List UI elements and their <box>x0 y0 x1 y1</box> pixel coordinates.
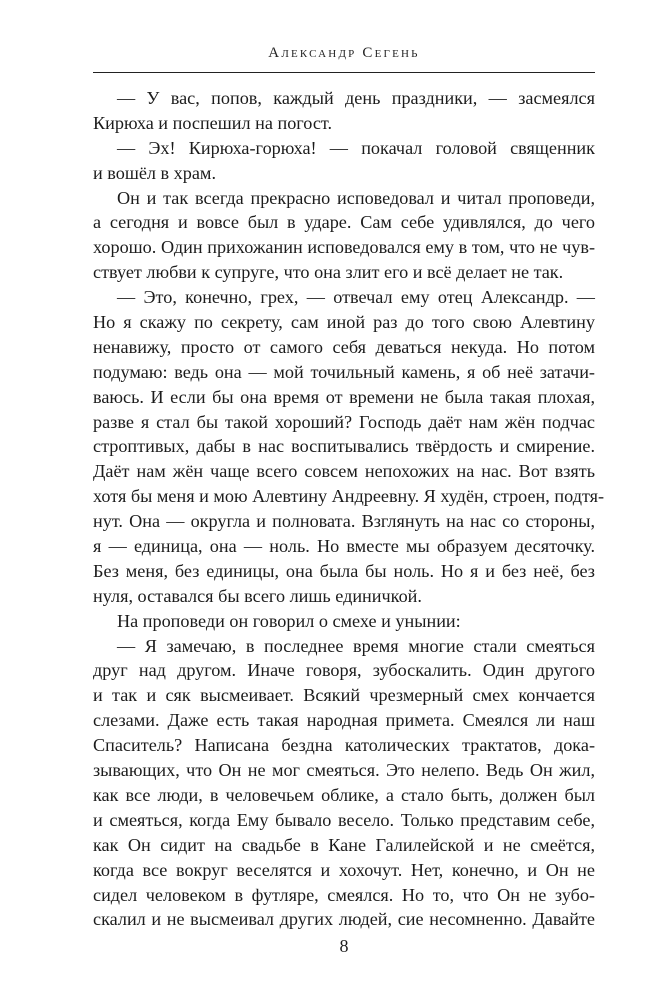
text-line: хотя бы меня и мою Алевтину Андреевну. Я худён, строен, подтя- <box>93 486 605 507</box>
text-line: подумаю: ведь она — мой точильный камень, я об неё затачи- <box>93 361 595 382</box>
text-line: нут. Она — округла и полновата. Взглянуть на нас со стороны, <box>93 511 595 532</box>
text-line: и вошёл в храм. <box>93 162 216 183</box>
text-line: сидел человеком в футляре, смеялся. Но то, что Он не зубо- <box>93 884 595 905</box>
text-line: строптивых, дабы в нас воспитывались твёрдость и смирение. <box>93 436 595 457</box>
text-line: когда все вокруг веселятся и хохочут. Нет, конечно, и Он не <box>93 859 595 880</box>
text-line: — Эх! Кирюха-горюха! — покачал головой священник <box>117 137 595 158</box>
text-line: зывающих, что Он не мог смеяться. Это нелепо. Ведь Он жил, <box>93 760 595 781</box>
text-line: ствует любви к супруге, что она злит его и всё делает не так. <box>93 262 564 283</box>
text-line: а сегодня и вовсе был в ударе. Сам себе удивлялся, до чего <box>93 212 595 233</box>
running-head: Александр Сегень <box>268 45 420 61</box>
text-line: Без меня, без единицы, она была бы ноль. Но я и без неё, без <box>93 560 595 581</box>
text-line: Он и так всегда прекрасно исповедовал и читал проповеди, <box>117 187 595 208</box>
text-line: нуля, оставался бы всего лишь единичкой. <box>93 585 422 606</box>
book-page <box>93 0 605 1000</box>
text-line: хорошо. Один прихожанин исповедовался ему в том, что не чув- <box>93 237 595 258</box>
text-line: — Я замечаю, в последнее время многие стали смеяться <box>117 635 595 656</box>
text-line: — Это, конечно, грех, — отвечал ему отец Александр. — <box>117 287 595 308</box>
text-line: Кирюха и поспешил на погост. <box>93 112 333 133</box>
text-line: Даёт нам жён чаще всего совсем непохожих на нас. Вот взять <box>93 461 595 482</box>
text-line: я — единица, она — ноль. Но вместе мы образуем десяточку. <box>93 536 595 557</box>
text-line: ненавижу, просто от самого себя деваться некуда. Но потом <box>93 336 595 357</box>
text-line: Спаситель? Написана бездна католических трактатов, дока- <box>93 735 595 756</box>
text-line: как Он сидит на свадьбе в Кане Галилейской и не смеётся, <box>93 834 595 855</box>
text-line: разве я стал бы такой хороший? Господь даёт нам жён подчас <box>93 411 595 432</box>
header-rule <box>93 72 595 73</box>
text-line: скалил и не высмеивал других людей, сие несомненно. Давайте <box>93 909 595 930</box>
text-line: На проповеди он говорил о смехе и унынии: <box>117 610 461 631</box>
body-text <box>93 86 605 932</box>
text-line: Но я скажу по секрету, сам иной раз до того свою Алевтину <box>93 312 595 333</box>
page-number: 8 <box>339 936 349 956</box>
text-line: как все люди, в человечьем облике, а стало быть, должен был <box>93 784 595 805</box>
text-line: друг над другом. Иначе говоря, зубоскалить. Один другого <box>93 660 595 681</box>
text-line: и так и сяк высмеивает. Всякий чрезмерный смех кончается <box>93 685 595 706</box>
text-line: ваюсь. И если бы она время от времени не была такая плохая, <box>93 386 595 407</box>
text-line: и смеяться, когда Ему бывало весело. Только представим себе, <box>93 809 595 830</box>
text-line: слезами. Даже есть такая народная примета. Смеялся ли наш <box>93 710 595 731</box>
text-line: — У вас, попов, каждый день праздники, — засмеялся <box>117 88 595 108</box>
